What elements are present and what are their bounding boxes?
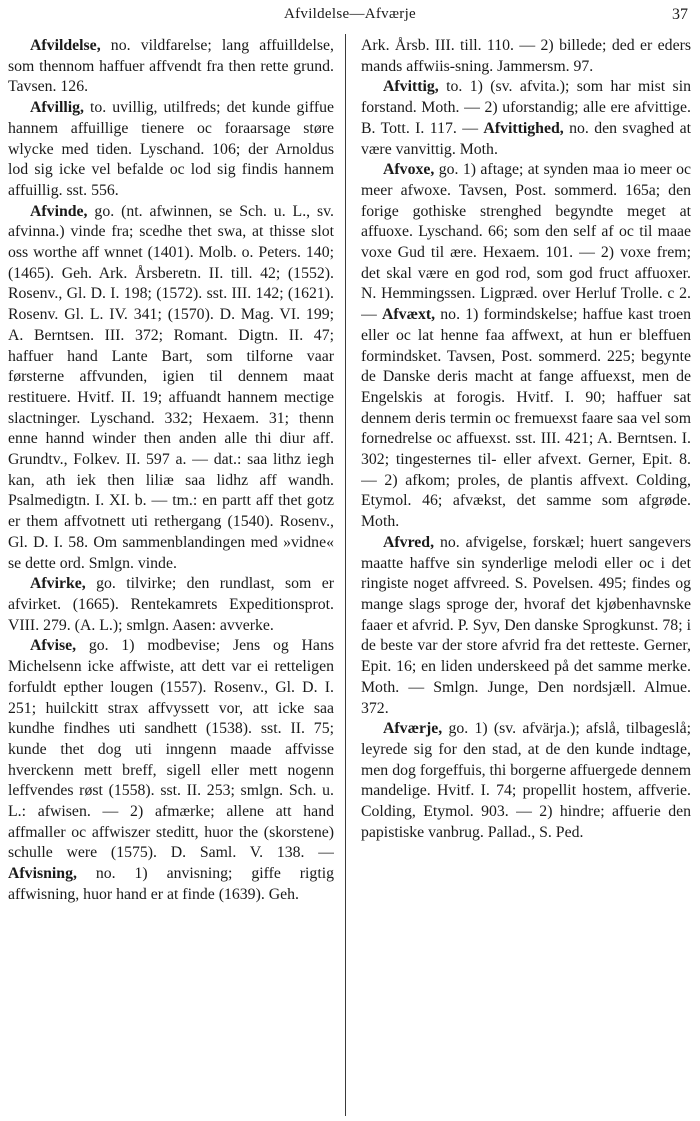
entry-afvittig [361, 77, 691, 160]
headword: Afvinde, [30, 202, 88, 220]
sub-headword: Afvisning, [8, 865, 77, 883]
definition: to. 1) (sv. afvita.); som har mist sin forstand. Moth. — 2) uforstandig; alle ere afvittige. B. Tott. I. 117. — [361, 78, 691, 137]
entry-afvinde [8, 202, 334, 575]
entry-continuation: Ark. Årsb. III. till. 110. — 2) billede; ded er eders mands affwiis-sning. Jammersm. 97. [361, 37, 691, 75]
headword: Afvred, [383, 533, 435, 551]
running-title: Afvildelse—Afværje [283, 6, 417, 22]
definition: go. tilvirke; den rundlast, som er afvirket. (1665). Rentekamrets Expeditionsprot. VIII. 279. (A. L.); smlgn. Aasen: avverke. [8, 575, 334, 634]
entry-afvoxe [361, 160, 691, 533]
page-number: 37 [672, 6, 688, 23]
sub-headword: Afvittighed, [483, 119, 564, 137]
definition: no. 1) formindskelse; haffue kast troen eller oc lat henne faa affwext, at hun er bleffuen formindsket. Tavsen, Post. sommerd. 225; begynte de Danske deris macht at fange affuexst, men de Engelskis at forogis. Hvitf. I. 90; haffuer sat dennem deris termin oc fremuexst faare saa vel som fornedrelse oc affuexst. sst. III. 421; A. Berntsen. I. 302; tingesternes til- eller afvext. Gerner, Epit. 8. — 2) afkom; proles, de plantis affvext. Colding, Etymol. 46; afvækst, det samme som afgrøde. Moth. [361, 306, 691, 531]
definition: go. 1) (sv. afvärja.); afslå, tilbageslå; leyrede sig for den stad, at de den kunde indtage, men dog forgeffuis, thi borgerne affuergede dennem mandelige. Hvitf. I. 74; propellit hostem, affverie. Colding, Etymol. 903. — 2) hindre; affuerie den papistiske vanbrug. Pallad., S. Ped. [361, 720, 691, 841]
running-head [0, 6, 700, 28]
entry-afvise [8, 636, 334, 905]
definition: no. afvigelse, forskæl; huert sangevers maatte haffve sin synderlige melodi eller oc i det ringiste noget affvreed. S. Povelsen. 495; findes og mange slags sproge der, hvoraf det kjøbenhavnske faaer et afvrid. P. Syv, Den danske Sprogkunst. 78; i de beste var der store afvrid fra det retteste. Gerner, Epit. 16; en liden underskeed på det samme merke. Moth. — Smlgn. Junge, Den nordsjæll. Almue. 372. [361, 533, 691, 717]
headword: Afvoxe, [383, 161, 435, 179]
headword: Afvillig, [30, 99, 84, 117]
definition: go. (nt. afwinnen, se Sch. u. L., sv. afvinna.) vinde fra; scedhe thet swa, at thisse slot oss worthe aff wnnet (1401). Molb. o. Peters. 140; (1465). Geh. Ark. Årsberetn. II. till. 42; (1552). Rosenv., Gl. D. I. 198; (1572). sst. III. 142; (1621). Rosenv. Gl. L. IV. 341; (1570). D. Mag. VI. 199; A. Berntsen. III. 372; Romant. Digtn. II. 47; haffuer hand Lante Bart, som tilforne vaar førsterne affvunden, igien til dennem maat restituere. Hvitf. II. 19; affuandt hannem mectige slactninger. Lyschand. 332; Hexaem. 31; thenn enne hannd winder then anden alle thi diur aff. Grundtv., Folkev. II. 597 a. — dat.: saa lithz iegh kan, ath iek then liliæ saa lidhz aff wandh. Psalmedigtn. I. XI. b. — tm.: en partt aff thet gotz er them affvotnett uti rethergang (1540). Rosenv., Gl. D. I. 58. Om sammenblandingen med »vidne« se dette ord. Smlgn. vinde. [8, 202, 334, 572]
headword: Afvise, [30, 637, 77, 655]
entry-afvillig [8, 98, 334, 202]
entry-afvildelse [8, 36, 334, 98]
left-column [8, 36, 334, 1116]
definition: go. 1) aftage; at synden maa io meer oc meer afwoxe. Tavsen, Post. sommerd. 165a; den forige gothiske strenghed begyndte meget at affuoxe. Lyschand. 66; som den self af oc til maae voxe Gud til ære. Hexaem. 101. — 2) voxe frem; det skal være en god rod, som god fruct affuoxer. N. Hemmingssen. Ligpræd. over Herluf Trolle. c 2. — [361, 161, 691, 324]
entry-afvred [361, 533, 691, 719]
definition: go. 1) modbevise; Jens og Hans Michelsenn icke affwiste, att dett var ei retteligen forfuldt epther lougen (1557). Rosenv., Gl. D. I. 251; huilckitt strax affvyssett vor, att icke saa kundhe findhes uti sandhett (1538). sst. II. 75; kunde thet dog uti inngenn maade affvisse hverckenn mett breff, sigell eller mett nogenn leffvendes røst (1558). sst. II. 253; smlgn. Sch. u. L.: afwisen. — 2) afmærke; allene att hand affmaller oc affwiszer steditt, huor the (skorstene) schulle were (1575). D. Saml. V. 138. — [8, 637, 334, 862]
headword: Afværje, [383, 720, 443, 738]
headword: Afvildelse, [30, 37, 101, 54]
entry-afvaerje [361, 719, 691, 843]
definition: no. 1) anvisning; giffe rigtig affwisning, huor hand er at finde (1639). Geh. [8, 865, 334, 903]
headword: Afvittig, [383, 78, 439, 96]
right-column [361, 36, 691, 1116]
definition: no. den svaghed at være vanvittig. Moth. [361, 119, 691, 158]
sub-headword: Afvæxt, [382, 306, 436, 324]
definition: to. uvillig, utilfreds; det kunde giffue hannem affuillige tienere oc foraarsage støre wlycke med tiden. Lyschand. 106; der Arnoldus lod sig icke vel befalde oc lod sig findis hannem affuillig. sst. 556. [8, 99, 334, 199]
entry-afvirke [8, 574, 334, 636]
headword: Afvirke, [30, 575, 86, 593]
definition: no. vildfarelse; lang affuilldelse, som thennom haffuer affvendt fra then rette grund. Tavsen. 126. [8, 37, 334, 96]
column-divider [345, 34, 346, 1116]
